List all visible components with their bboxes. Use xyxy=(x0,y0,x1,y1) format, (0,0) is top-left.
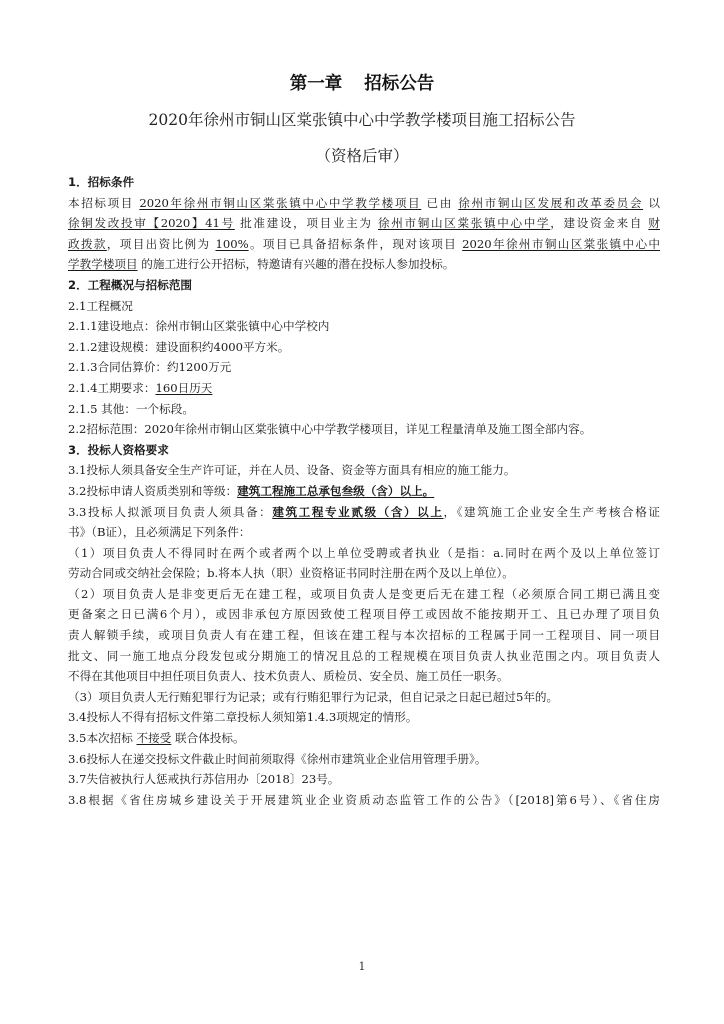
section-1-line-1: 本招标项目 2020年徐州市铜山区棠张镇中心中学教学楼项目 已由 徐州市铜山区发展和改革委员会 以 xyxy=(68,195,660,210)
section-2-2: 2.2招标范围：2020年徐州市铜山区棠张镇中心中学教学楼项目，详见工程量清单及施工图全部内容。 xyxy=(68,422,592,437)
chapter-number: 第一章 xyxy=(289,74,343,94)
section-1-line-2: 徐铜发改投审【2020】41号 批准建设，项目业主为 徐州市铜山区棠张镇中心中学，建设资金来自 财 xyxy=(68,216,660,231)
condition-1-line-2: 劳动合同或交纳社会保险；b.将本人执（职）业资格证书同时注册在两个及以上单位）。 xyxy=(68,566,514,581)
section-3-3-line-1: 3.3投标人拟派项目负责人须具备：建筑工程专业贰级（含）以上，《建筑施工企业安全生产考核合格证 xyxy=(68,504,660,519)
condition-2-line-2: 更备案之日已满6个月），或因非承包方原因致使工程项目停工或因故不能按期开工、且已办理了项目负 xyxy=(68,607,660,622)
chapter-heading xyxy=(0,70,724,95)
condition-2-line-1: （2）项目负责人是非变更后无在建工程，或项目负责人是变更后无在建工程（必须原合同工期已满且变 xyxy=(68,586,660,601)
section-3-heading: 3．投标人资格要求 xyxy=(68,442,169,457)
section-2-1-2: 2.1.2建设规模：建设面积约4000平方米。 xyxy=(68,339,290,354)
condition-2-line-5: 不得在其他项目中担任项目负责人、技术负责人、质检员、安全员、施工员任一职务。 xyxy=(68,669,509,684)
section-3-6: 3.6投标人在递交投标文件截止时间前须取得《徐州市建筑业企业信用管理手册》。 xyxy=(68,751,487,766)
section-3-3-line-2: 书》（B证），且必须满足下列条件： xyxy=(68,525,251,540)
section-3-5: 3.5本次招标 不接受 联合体投标。 xyxy=(68,731,245,746)
section-3-7: 3.7失信被执行人惩戒执行苏信用办〔2018〕23号。 xyxy=(68,772,340,787)
section-2-heading: 2．工程概况与招标范围 xyxy=(68,277,193,292)
section-3-1: 3.1投标人须具备安全生产许可证，并在人员、设备、资金等方面具有相应的施工能力。 xyxy=(68,463,516,478)
condition-2-line-3: 责人解锁手续，或项目负责人有在建工程，但该在建工程与本次招标的工程属于同一工程项目、同一项目 xyxy=(68,628,660,643)
chapter-name: 招标公告 xyxy=(364,74,435,94)
document-subtitle: （资格后审） xyxy=(315,147,409,165)
section-1-line-4: 学教学楼项目 的施工进行公开招标，特邀请有兴趣的潜在投标人参加投标。 xyxy=(68,257,455,272)
page-number: 1 xyxy=(358,960,366,973)
section-3-2: 3.2投标申请人资质类别和等级：建筑工程施工总承包叁级（含）以上。 xyxy=(68,483,435,498)
section-2-1-5: 2.1.5 其他：一个标段。 xyxy=(68,401,194,416)
section-2-1: 2.1工程概况 xyxy=(68,298,133,313)
section-2-1-4: 2.1.4工期要求：160日历天 xyxy=(68,380,213,395)
condition-3: （3）项目负责人无行贿犯罪行为记录；或有行贿犯罪行为记录，但自记录之日起已超过5年的。 xyxy=(68,689,559,704)
document-title: 2020年徐州市铜山区棠张镇中心中学教学楼项目施工招标公告 xyxy=(148,111,576,129)
section-3-4: 3.4投标人不得有招标文件第二章投标人须知第1.4.3项规定的情形。 xyxy=(68,710,418,725)
document-body xyxy=(68,172,660,810)
section-3-8: 3.8根据《省住房城乡建设关于开展建筑业企业资质动态监管工作的公告》（[2018]第6号）、《省住房 xyxy=(68,792,660,807)
section-2-1-3: 2.1.3合同估算价：约1200万元 xyxy=(68,360,232,375)
section-1-line-3: 政拨款，项目出资比例为 100%。项目已具备招标条件，现对该项目 2020年徐州市铜山区棠张镇中心中 xyxy=(68,236,660,251)
section-1-heading: 1．招标条件 xyxy=(68,175,135,189)
condition-1-line-1: （1）项目负责人不得同时在两个或者两个以上单位受聘或者执业（是指：a.同时在两个及以上单位签订 xyxy=(68,545,660,560)
section-2-1-1: 2.1.1建设地点：徐州市铜山区棠张镇中心中学校内 xyxy=(68,319,330,334)
condition-2-line-4: 批文、同一施工地点分段发包或分期施工的情况且总的工程规模在项目负责人执业范围之内。项目负责人 xyxy=(68,648,660,663)
